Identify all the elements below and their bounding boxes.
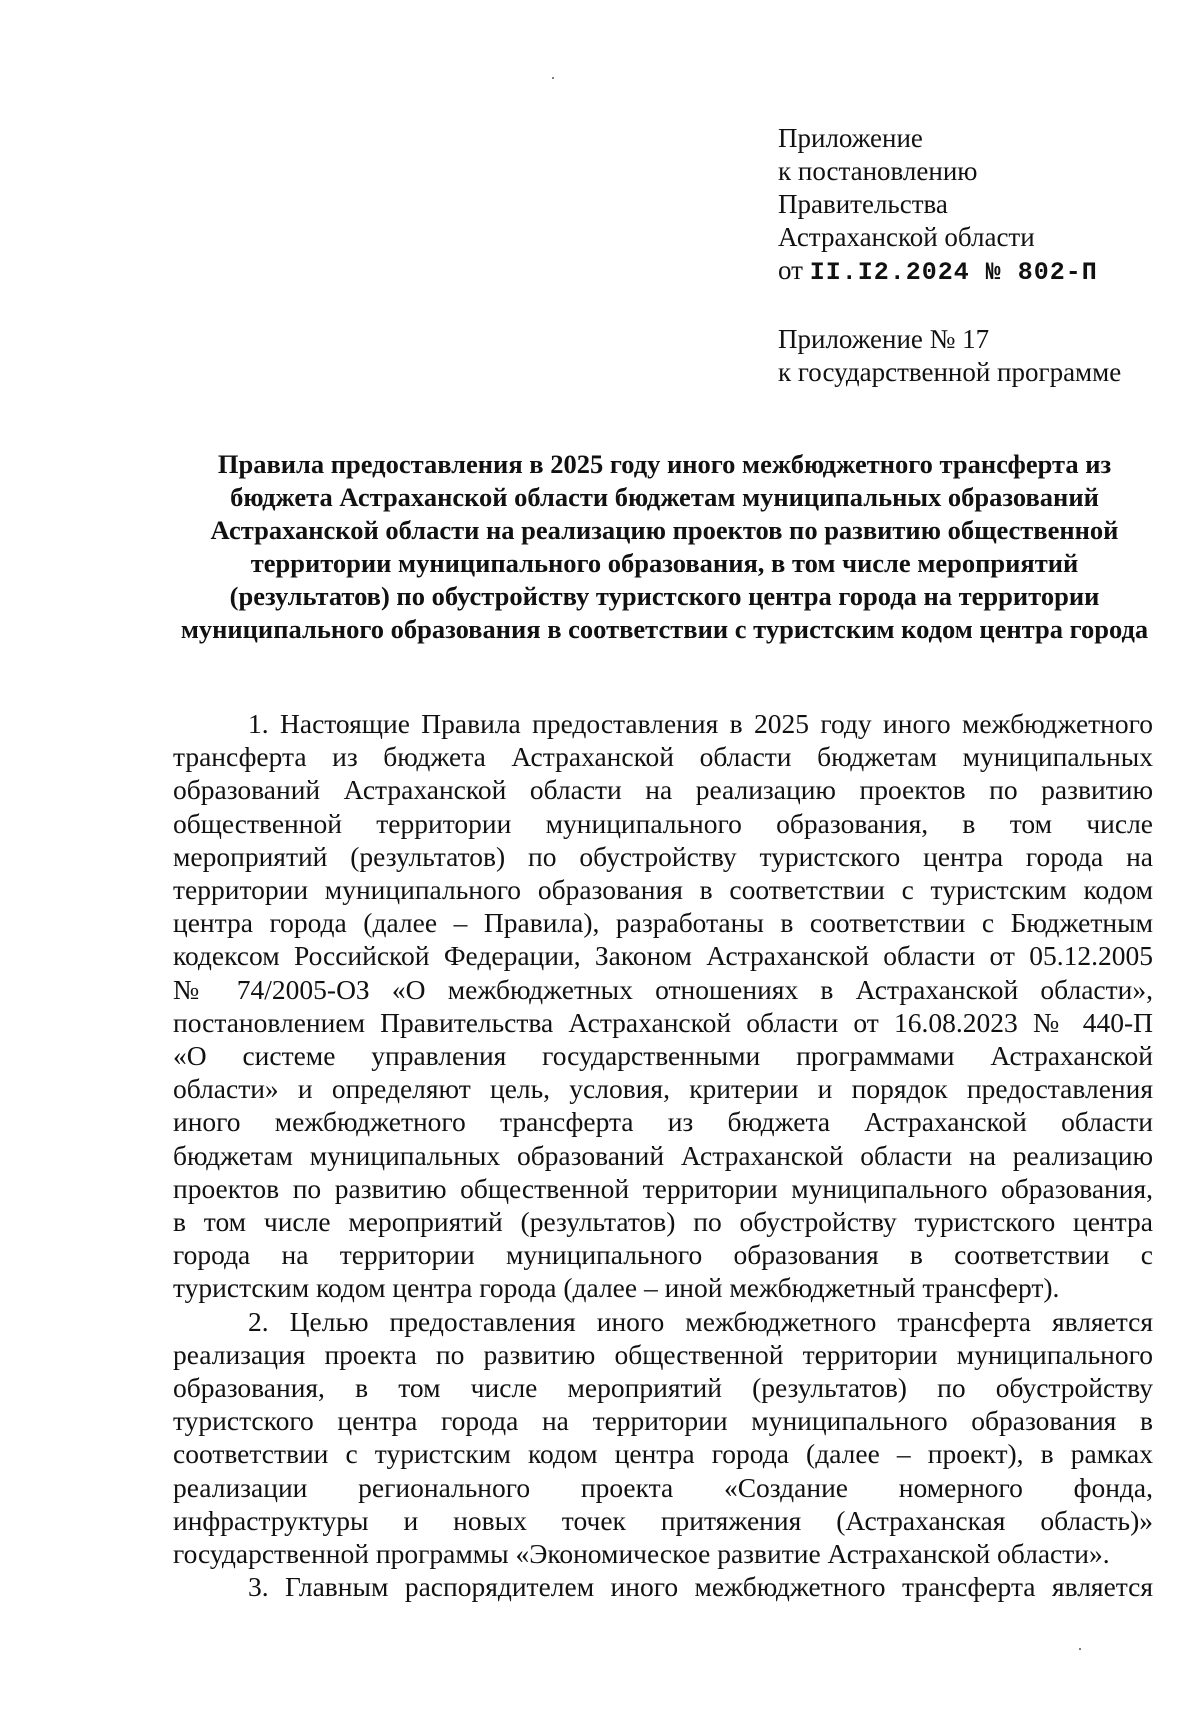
- paragraph-3: [173, 1570, 1153, 1603]
- text-line: образований Астраханской области на реализацию проектов по развитию: [173, 774, 1153, 806]
- title-line: Правила предоставления в 2025 году иного межбюджетного трансферта из: [217, 449, 1112, 479]
- text-line: постановлением Правительства Астраханской области от 16.08.2023 № 440-П: [173, 1006, 1153, 1038]
- text-line: мероприятий (результатов) по обустройству туристского центра города на: [173, 840, 1153, 872]
- text-line: соответствии с туристским кодом центра города (далее – проект), в рамках: [173, 1438, 1153, 1470]
- text-line: трансферта из бюджета Астраханской области бюджетам муниципальных: [173, 741, 1153, 773]
- text-line: центра города (далее – Правила), разработаны в соответствии с Бюджетным: [173, 907, 1153, 939]
- text-line: кодексом Российской Федерации, Законом Астраханской области от 05.12.2005: [173, 940, 1153, 972]
- text-line: туристским кодом центра города (далее – иной межбюджетный трансферт).: [173, 1272, 1060, 1304]
- scan-speck: [552, 77, 554, 79]
- text-line: города на территории муниципального образования в соответствии с: [173, 1239, 1153, 1271]
- header-line: к постановлению: [778, 156, 978, 186]
- title-line: (результатов) по обустройству туристского центра города на территории: [229, 581, 1100, 611]
- document-body: [173, 707, 1153, 1603]
- text-line: территории муниципального образования в соответствии с туристским кодом: [173, 874, 1153, 906]
- header-line: Приложение: [778, 123, 923, 153]
- text-line: образования, в том числе мероприятий (результатов) по обустройству: [173, 1372, 1153, 1404]
- paragraph-1: [173, 707, 1153, 1305]
- text-line: государственной программы «Экономическое развитие Астраханской области».: [173, 1538, 1110, 1570]
- header-line: Астраханской области: [778, 222, 1035, 252]
- document-title: [172, 448, 1157, 646]
- text-line: в том числе мероприятий (результатов) по обустройству туристского центра: [173, 1206, 1153, 1238]
- paragraph-2: [173, 1305, 1153, 1571]
- title-line: Астраханской области на реализацию проектов по развитию общественной: [210, 515, 1119, 545]
- text-line: реализации регионального проекта «Создание номерного фонда,: [173, 1471, 1153, 1503]
- text-line: «О системе управления государственными программами Астраханской: [173, 1040, 1153, 1072]
- text-line: № 74/2005-ОЗ «О межбюджетных отношениях в Астраханской области»,: [173, 973, 1153, 1005]
- text-line: иного межбюджетного трансферта из бюджета Астраханской области: [173, 1106, 1153, 1138]
- header-date-line: [778, 254, 1178, 289]
- text-line: общественной территории муниципального образования, в том числе: [173, 807, 1153, 839]
- text-line: 1. Настоящие Правила предоставления в 2025 году иного межбюджетного: [248, 708, 1153, 739]
- scan-speck: [1079, 1648, 1081, 1650]
- date-prefix: от: [778, 255, 803, 285]
- header-line: Правительства: [778, 189, 948, 219]
- appendix-line: к государственной программе: [778, 357, 1122, 387]
- appendix-line: Приложение № 17: [778, 324, 990, 354]
- text-line: бюджетам муниципальных образований Астраханской области на реализацию: [173, 1139, 1153, 1171]
- title-line: муниципального образования в соответствии с туристским кодом центра города: [180, 614, 1149, 644]
- text-line: туристского центра города на территории муниципального образования в: [173, 1405, 1153, 1437]
- text-line: инфраструктуры и новых точек притяжения (Астраханская область)»: [173, 1504, 1153, 1536]
- text-line: области» и определяют цель, условия, критерии и порядок предоставления: [173, 1073, 1153, 1105]
- text-line: 2. Целью предоставления иного межбюджетного трансферта является: [248, 1305, 1153, 1337]
- text-line: реализация проекта по развитию общественной территории муниципального: [173, 1338, 1153, 1370]
- appendix-header: [778, 323, 1178, 389]
- text-line: проектов по развитию общественной территории муниципального образования,: [173, 1172, 1153, 1204]
- title-line: бюджета Астраханской области бюджетам муниципальных образований: [230, 482, 1099, 512]
- approval-header: [778, 122, 1178, 289]
- title-line: территории муниципального образования, в том числе мероприятий: [250, 548, 1079, 578]
- text-line: 3. Главным распорядителем иного межбюджетного трансферта является: [248, 1571, 1153, 1603]
- date-and-number: II.I2.2024 № 802-П: [809, 258, 1098, 287]
